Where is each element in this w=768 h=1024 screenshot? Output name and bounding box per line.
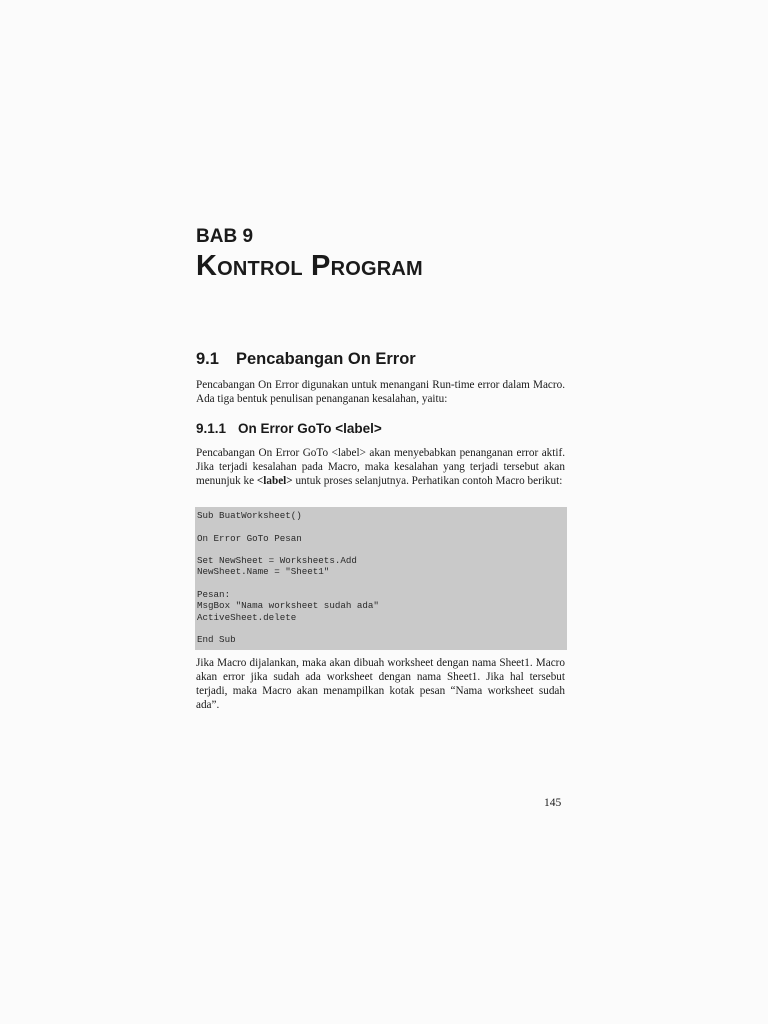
subsection-heading [196, 421, 382, 436]
code-line: End Sub [197, 634, 236, 646]
code-block [195, 507, 567, 650]
label-keyword: <label> [256, 475, 293, 487]
code-line: Sub BuatWorksheet() [197, 510, 302, 521]
code-line [197, 521, 565, 532]
code-line [197, 578, 565, 589]
code-line [197, 623, 565, 634]
code-line [197, 544, 565, 555]
subsection-title: On Error GoTo <label> [238, 421, 382, 436]
code-line: MsgBox "Nama worksheet sudah ada" [197, 600, 379, 612]
subsection-paragraph-text: Pencabangan On Error GoTo <label> akan menyebabkan penanganan error aktif. Jika terjadi kesalahan pada Macro, maka kesalahan yang terjadi tersebut akan menunjuk ke [196, 447, 565, 487]
code-line: ActiveSheet.delete [197, 611, 297, 623]
page-number: 145 [544, 797, 562, 809]
closing-paragraph: Jika Macro dijalankan, maka akan dibuah worksheet dengan nama Sheet1. Macro akan error jika sudah ada worksheet dengan nama Sheet1. Jika hal tersebut terjadi, maka Macro akan menampilkan kotak pesan “Nama worksheet sudah ada”. [196, 657, 565, 711]
section-intro-paragraph: Pencabangan On Error digunakan untuk menangani Run-time error dalam Macro. Ada tiga bentuk penulisan penanganan kesalahan, yaitu: [196, 379, 565, 405]
subsection-number: 9.1.1 [196, 421, 227, 436]
section-title: Pencabangan On Error [236, 350, 416, 368]
code-line: Pesan: [197, 589, 231, 601]
subsection-paragraph [196, 446, 565, 488]
chapter-label: BAB 9 [196, 226, 254, 247]
section-heading [196, 350, 416, 369]
code-line: On Error GoTo Pesan [197, 532, 302, 544]
chapter-title: Kontrol Program [196, 250, 423, 282]
code-line: NewSheet.Name = "Sheet1" [197, 566, 330, 578]
subsection-paragraph-text-end: untuk proses selanjutnya. Perhatikan contoh Macro berikut: [292, 475, 563, 487]
code-line: Set NewSheet = Worksheets.Add [197, 555, 357, 567]
section-number: 9.1 [196, 350, 219, 368]
